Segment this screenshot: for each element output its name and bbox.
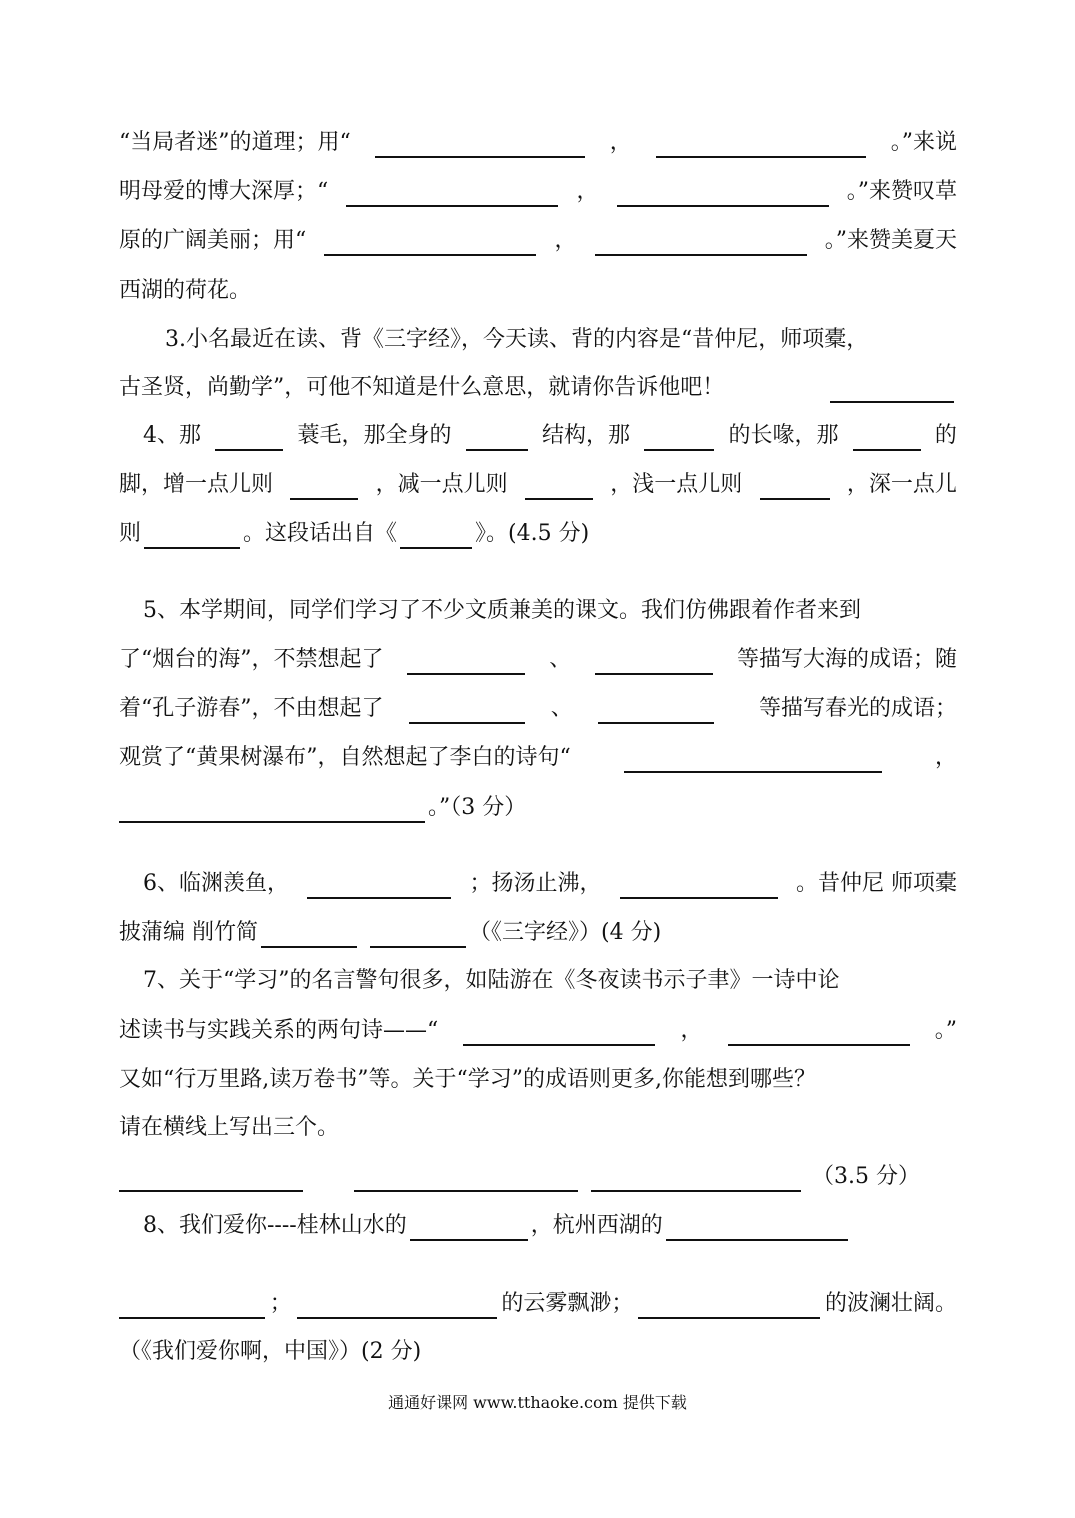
answer-blank[interactable] xyxy=(307,875,451,899)
answer-blank[interactable] xyxy=(466,427,528,451)
question-text: ，浅一点儿则 xyxy=(610,472,743,497)
page-footer: 通通好课网 www.tthaoke.com 提供下载 xyxy=(388,1393,687,1412)
answer-blank[interactable] xyxy=(119,1168,303,1192)
q8-line-3 xyxy=(119,1337,957,1367)
question-text: 着“孔子游春”，不由想起了 xyxy=(119,696,384,721)
answer-blank[interactable] xyxy=(638,1295,820,1319)
answer-blank[interactable] xyxy=(354,1168,578,1192)
answer-blank[interactable] xyxy=(119,1295,265,1319)
question-text: 了“烟台的海”，不禁想起了 xyxy=(119,647,384,672)
q2-line-4 xyxy=(119,276,957,306)
q7-line-1 xyxy=(143,966,957,996)
answer-blank[interactable] xyxy=(370,924,466,948)
question-text: 披蒲编 削竹简 xyxy=(119,920,258,945)
answer-blank[interactable] xyxy=(400,525,472,549)
answer-blank[interactable] xyxy=(644,427,714,451)
question-text: 观赏了“黄果树瀑布”，自然想起了李白的诗句“ xyxy=(119,745,571,770)
question-text: 8、我们爱你----桂林山水的 xyxy=(143,1213,407,1238)
q6-line-1 xyxy=(143,869,957,899)
answer-blank[interactable] xyxy=(591,1168,801,1192)
answer-blank[interactable] xyxy=(119,799,425,823)
question-text: 脚，增一点儿则 xyxy=(119,472,274,497)
answer-blank[interactable] xyxy=(261,924,357,948)
q7-line-5 xyxy=(119,1162,957,1192)
question-text: 7、关于“学习”的名言警句很多，如陆游在《冬夜读书示子聿》一诗中论 xyxy=(143,968,840,993)
question-text: ，杭州西湖的 xyxy=(530,1213,663,1238)
question-text: 述读书与实践关系的两句诗——“ xyxy=(119,1018,439,1043)
answer-blank[interactable] xyxy=(624,749,882,773)
question-text: ， xyxy=(680,1018,703,1043)
question-text: （《三字经》）(4 分) xyxy=(469,920,662,945)
question-text: 4、那 xyxy=(143,423,201,448)
question-text: 原的广阔美丽；用“ xyxy=(119,228,307,253)
answer-blank[interactable] xyxy=(830,379,954,403)
q7-line-2 xyxy=(119,1016,957,1046)
question-text: 的 xyxy=(934,423,957,448)
q5-line-4 xyxy=(119,743,957,773)
q2-line-2 xyxy=(119,177,957,207)
answer-blank[interactable] xyxy=(144,525,240,549)
question-text: 、 xyxy=(549,647,572,672)
question-text: 西湖的荷花。 xyxy=(119,278,252,303)
answer-blank[interactable] xyxy=(598,700,714,724)
q7-line-3 xyxy=(119,1065,957,1095)
answer-blank[interactable] xyxy=(215,427,283,451)
question-text: 。”（3 分） xyxy=(428,795,527,820)
q5-line-3 xyxy=(119,694,957,724)
question-text: 结构，那 xyxy=(541,423,630,448)
question-text: 。昔仲尼 师项橐 xyxy=(795,871,957,896)
question-text: 的云雾飘渺； xyxy=(501,1291,634,1316)
q2-line-1 xyxy=(119,128,957,158)
q2-line-3 xyxy=(119,226,957,256)
question-text: ；扬汤止沸， xyxy=(469,871,602,896)
question-text: 的波澜壮阔。 xyxy=(824,1291,957,1316)
answer-blank[interactable] xyxy=(595,651,713,675)
answer-blank[interactable] xyxy=(617,183,829,207)
q3-line-1 xyxy=(165,325,957,355)
answer-blank[interactable] xyxy=(297,1295,497,1319)
question-text: 蓑毛，那全身的 xyxy=(297,423,452,448)
question-text: 的长喙，那 xyxy=(728,423,839,448)
q4-line-1 xyxy=(143,421,957,451)
question-text: ， xyxy=(576,179,599,204)
q4-line-3 xyxy=(119,519,957,549)
question-text: ， xyxy=(934,745,957,770)
q4-line-2 xyxy=(119,470,957,500)
question-text: 3.小名最近在读、背《三字经》，今天读、背的内容是“昔仲尼，师项橐， xyxy=(165,327,869,352)
question-text: ，深一点儿 xyxy=(846,472,957,497)
question-text: ，减一点儿则 xyxy=(375,472,508,497)
q5-line-2 xyxy=(119,645,957,675)
q5-line-1 xyxy=(143,596,957,626)
question-text: 。”来说 xyxy=(890,130,957,155)
answer-blank[interactable] xyxy=(346,183,558,207)
answer-blank[interactable] xyxy=(407,651,525,675)
q8-line-2 xyxy=(119,1289,957,1319)
q6-line-2 xyxy=(119,918,957,948)
answer-blank[interactable] xyxy=(324,232,536,256)
question-text: 。”来赞叹草 xyxy=(846,179,957,204)
answer-blank[interactable] xyxy=(656,134,866,158)
question-text: （《我们爱你啊，中国》）(2 分) xyxy=(119,1339,422,1364)
answer-blank[interactable] xyxy=(620,875,778,899)
question-text: 又如“行万里路,读万卷书”等。关于“学习”的成语则更多,你能想到哪些？ xyxy=(119,1067,816,1092)
question-text: 》。(4.5 分) xyxy=(475,521,590,546)
q8-line-1 xyxy=(143,1211,957,1241)
question-text: “当局者迷”的道理；用“ xyxy=(119,130,351,155)
answer-blank[interactable] xyxy=(410,1217,528,1241)
question-text: （3.5 分） xyxy=(812,1164,920,1189)
answer-blank[interactable] xyxy=(525,476,593,500)
q7-line-4 xyxy=(119,1113,957,1143)
q3-line-2 xyxy=(119,373,957,403)
answer-blank[interactable] xyxy=(853,427,921,451)
question-text: 请在横线上写出三个。 xyxy=(119,1115,340,1140)
question-text: ， xyxy=(609,130,632,155)
question-text: 。” xyxy=(934,1018,957,1043)
answer-blank[interactable] xyxy=(409,700,525,724)
question-text: 等描写大海的成语；随 xyxy=(736,647,957,672)
question-text: 等描写春光的成语； xyxy=(758,696,957,721)
question-text: ， xyxy=(554,228,577,253)
q5-line-5 xyxy=(119,793,957,823)
question-text: 、 xyxy=(550,696,573,721)
question-text: 则 xyxy=(119,521,142,546)
answer-blank[interactable] xyxy=(463,1022,655,1046)
question-text: ； xyxy=(269,1291,292,1316)
question-text: 5、本学期间，同学们学习了不少文质兼美的课文。我们仿佛跟着作者来到 xyxy=(143,598,861,623)
answer-blank[interactable] xyxy=(728,1022,910,1046)
answer-blank[interactable] xyxy=(666,1217,848,1241)
answer-blank[interactable] xyxy=(595,232,807,256)
question-text: 。”来赞美夏天 xyxy=(824,228,957,253)
answer-blank[interactable] xyxy=(760,476,830,500)
answer-blank[interactable] xyxy=(290,476,358,500)
answer-blank[interactable] xyxy=(375,134,585,158)
question-text: 古圣贤，尚勤学”，可他不知道是什么意思，就请你告诉他吧！ xyxy=(119,375,725,400)
question-text: 6、临渊羡鱼， xyxy=(143,871,289,896)
question-text: 。这段话出自《 xyxy=(243,521,398,546)
question-text: 明母爱的博大深厚；“ xyxy=(119,179,329,204)
